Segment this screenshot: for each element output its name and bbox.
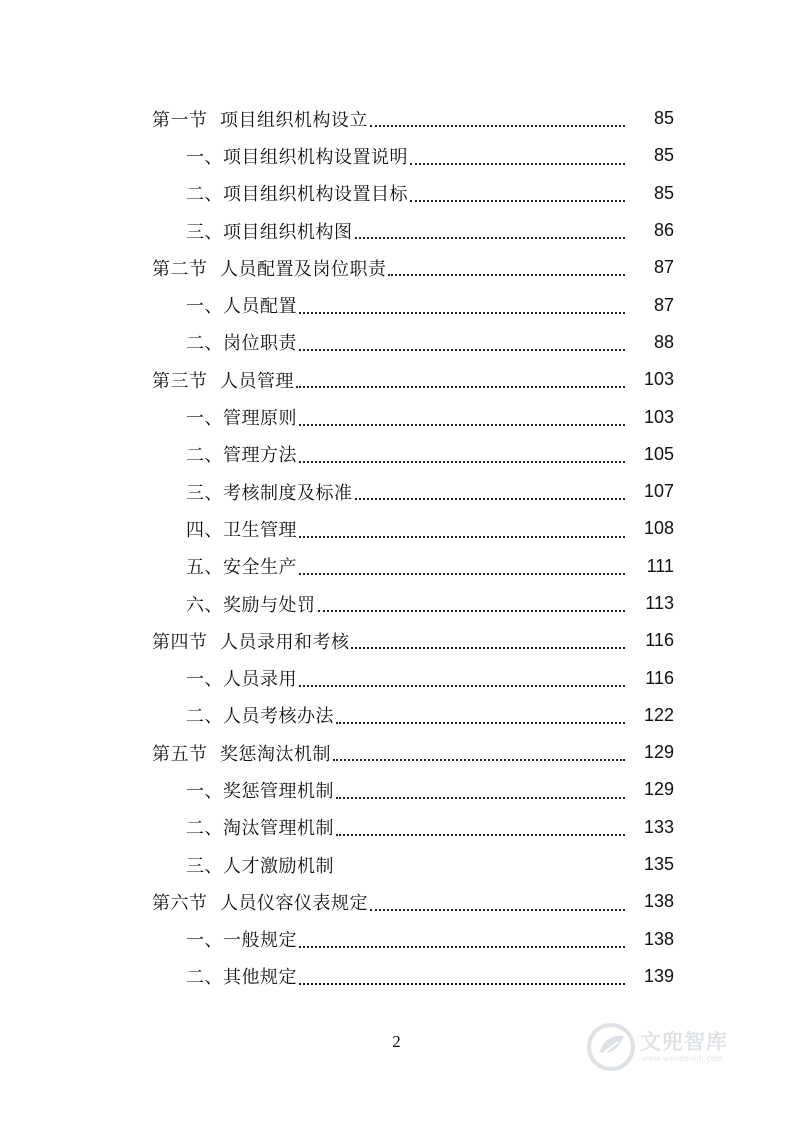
toc-section-entry[interactable] bbox=[0, 100, 793, 137]
toc-entry-dot-leader bbox=[299, 460, 625, 463]
toc-entry-dot-leader bbox=[355, 497, 626, 500]
toc-entry-dot-leader bbox=[299, 535, 625, 538]
toc-entry-dot-leader bbox=[299, 684, 625, 687]
toc-subsection-entry[interactable] bbox=[0, 809, 793, 846]
toc-entry-label: 二、岗位职责 bbox=[186, 329, 297, 355]
toc-entry-dot-leader bbox=[299, 423, 625, 426]
toc-entry-page-number: 103 bbox=[643, 406, 674, 427]
watermark bbox=[586, 1018, 756, 1078]
toc-entry-dot-leader bbox=[351, 646, 625, 649]
toc-subsection-entry[interactable] bbox=[0, 846, 793, 883]
toc-entry-dot-leader bbox=[355, 236, 626, 239]
toc-entry-label: 三、人才激励机制 bbox=[186, 852, 334, 878]
toc-entry-label: 二、管理方法 bbox=[186, 441, 297, 467]
watermark-url: www.wendoulib.com bbox=[642, 1054, 723, 1063]
toc-subsection-entry[interactable] bbox=[0, 548, 793, 585]
watermark-brand: 文兜智库 bbox=[640, 1030, 728, 1054]
toc-entry-label: 三、考核制度及标准 bbox=[186, 479, 353, 505]
toc-entry-label: 第六节 人员仪容仪表规定 bbox=[152, 889, 368, 915]
toc-entry-label: 二、人员考核办法 bbox=[186, 702, 334, 728]
toc-entry-dot-leader bbox=[410, 199, 625, 202]
toc-entry-label: 二、淘汰管理机制 bbox=[186, 814, 334, 840]
toc-entry-label: 六、奖励与处罚 bbox=[186, 591, 316, 617]
toc-entry-dot-leader bbox=[299, 348, 625, 351]
toc-entry-page-number: 138 bbox=[643, 891, 674, 912]
toc-entry-dot-leader bbox=[336, 796, 625, 799]
toc-entry-dot-leader bbox=[370, 908, 625, 911]
toc-entry-label: 第五节 奖惩淘汰机制 bbox=[152, 740, 331, 766]
toc-subsection-entry[interactable] bbox=[0, 473, 793, 510]
toc-section-entry[interactable] bbox=[0, 361, 793, 398]
toc-entry-dot-leader bbox=[318, 609, 626, 612]
toc-entry-page-number: 133 bbox=[643, 816, 674, 837]
toc-entry-label: 三、项目组织机构图 bbox=[186, 218, 353, 244]
toc-subsection-entry[interactable] bbox=[0, 510, 793, 547]
toc-entry-dot-leader bbox=[299, 945, 625, 948]
toc-entry-dot-leader bbox=[299, 572, 625, 575]
toc-entry-page-number: 85 bbox=[653, 108, 674, 129]
toc-entry-dot-leader bbox=[370, 124, 625, 127]
page-number: 2 bbox=[392, 1032, 401, 1051]
toc-entry-page-number: 111 bbox=[646, 555, 674, 576]
toc-entry-page-number: 107 bbox=[643, 481, 674, 502]
toc-entry-page-number: 135 bbox=[643, 854, 674, 875]
toc-subsection-entry[interactable] bbox=[0, 175, 793, 212]
toc-entry-page-number: 113 bbox=[645, 593, 674, 613]
toc-section-entry[interactable] bbox=[0, 249, 793, 286]
toc-entry-label: 一、项目组织机构设置说明 bbox=[186, 143, 408, 169]
toc-entry-label: 一、人员配置 bbox=[186, 292, 297, 318]
toc-entry-dot-leader bbox=[333, 758, 625, 761]
toc-entry-page-number: 88 bbox=[653, 331, 674, 352]
toc-entry-dot-leader bbox=[299, 311, 625, 314]
toc-entry-page-number: 116 bbox=[645, 630, 674, 651]
toc-entry-page-number: 116 bbox=[645, 667, 674, 688]
toc-entry-label: 四、卫生管理 bbox=[186, 516, 297, 542]
toc-entry-page-number: 103 bbox=[643, 369, 674, 390]
toc-entry-label: 五、安全生产 bbox=[186, 553, 297, 579]
toc-entry-dot-leader bbox=[388, 273, 625, 276]
toc-subsection-entry[interactable] bbox=[0, 697, 793, 734]
toc-subsection-entry[interactable] bbox=[0, 921, 793, 958]
toc-subsection-entry[interactable] bbox=[0, 398, 793, 435]
toc-entry-page-number: 108 bbox=[643, 518, 674, 539]
toc-entry-dot-leader bbox=[336, 721, 625, 724]
toc-entry-page-number: 105 bbox=[643, 443, 674, 464]
toc-subsection-entry[interactable] bbox=[0, 958, 793, 995]
toc-entry-page-number: 122 bbox=[643, 704, 674, 725]
toc-entry-dot-leader bbox=[299, 982, 625, 985]
toc-entry-dot-leader bbox=[410, 162, 625, 165]
toc-entry-label: 第一节 项目组织机构设立 bbox=[152, 106, 368, 132]
toc-subsection-entry[interactable] bbox=[0, 212, 793, 249]
toc-entry-page-number: 138 bbox=[643, 928, 674, 949]
toc-section-entry[interactable] bbox=[0, 622, 793, 659]
toc-entry-label: 二、其他规定 bbox=[186, 963, 297, 989]
toc-entry-dot-leader bbox=[336, 833, 625, 836]
toc-entry-label: 一、一般规定 bbox=[186, 926, 297, 952]
toc-entry-page-number: 87 bbox=[653, 257, 674, 278]
toc-subsection-entry[interactable] bbox=[0, 585, 793, 622]
toc-entry-label: 一、管理原则 bbox=[186, 404, 297, 430]
toc-subsection-entry[interactable] bbox=[0, 436, 793, 473]
toc-subsection-entry[interactable] bbox=[0, 137, 793, 174]
toc-entry-page-number: 139 bbox=[643, 965, 674, 986]
toc-entry-label: 一、奖惩管理机制 bbox=[186, 777, 334, 803]
toc-entry-label: 第二节 人员配置及岗位职责 bbox=[152, 255, 386, 281]
toc-entry-label: 第三节 人员管理 bbox=[152, 367, 294, 393]
toc-entry-label: 二、项目组织机构设置目标 bbox=[186, 180, 408, 206]
toc-subsection-entry[interactable] bbox=[0, 324, 793, 361]
toc-subsection-entry[interactable] bbox=[0, 286, 793, 323]
toc-entry-page-number: 129 bbox=[643, 742, 674, 763]
toc-entry-page-number: 86 bbox=[653, 220, 674, 241]
toc-entry-page-number: 87 bbox=[653, 294, 674, 315]
toc-section-entry[interactable] bbox=[0, 734, 793, 771]
toc-entry-dot-leader bbox=[296, 385, 625, 388]
toc-entry-page-number: 85 bbox=[653, 182, 674, 203]
leaf-badge-icon bbox=[586, 1022, 636, 1072]
toc-entry-label: 第四节 人员录用和考核 bbox=[152, 628, 349, 654]
toc-subsection-entry[interactable] bbox=[0, 659, 793, 696]
toc-subsection-entry[interactable] bbox=[0, 771, 793, 808]
toc-entry-page-number: 85 bbox=[653, 145, 674, 166]
toc-section-entry[interactable] bbox=[0, 883, 793, 920]
toc-entry-label: 一、人员录用 bbox=[186, 665, 297, 691]
table-of-contents bbox=[0, 100, 793, 995]
toc-entry-page-number: 129 bbox=[643, 779, 674, 800]
